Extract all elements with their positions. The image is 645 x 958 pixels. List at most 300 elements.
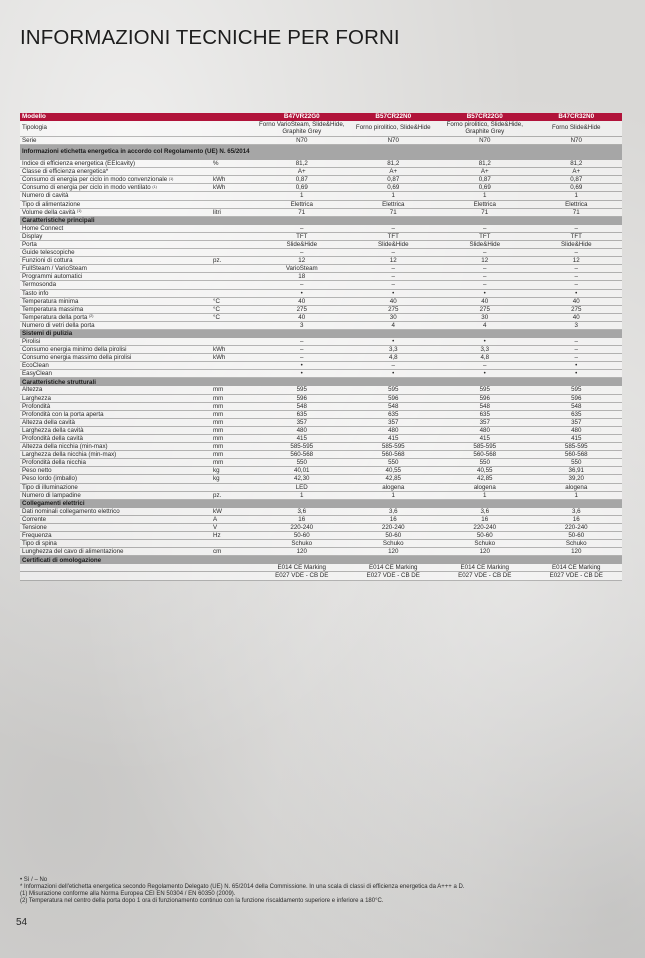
row-label-cell [20,160,211,168]
row-label: Profondità della nicchia [22,459,86,467]
row-label: Consumo di energia per ciclo in modo ventilato [22,184,151,192]
row-value: A+ [531,168,623,176]
row-value: 120 [439,548,531,556]
row-label: Tipo di spina [22,540,57,548]
table-row [20,410,622,418]
table-row [20,338,622,346]
table-row [20,281,622,289]
row-value: TFT [348,232,440,240]
row-value: 415 [439,435,531,443]
table-row [20,362,622,370]
table-row [20,548,622,556]
row-value: 30 [348,313,440,321]
specs-table-wrapper [20,113,622,581]
row-value: 595 [348,386,440,394]
row-label: Serie [22,137,37,144]
row-label-cell [20,459,211,467]
row-label-cell [20,289,211,297]
table-row [20,265,622,273]
row-value: 1 [531,491,623,499]
row-value: – [348,362,440,370]
row-value: 71 [439,208,531,216]
row-label-cell [20,394,211,402]
row-unit: V [211,523,256,531]
row-value: 0,69 [256,184,348,192]
section-title: Collegamenti elettrici [20,499,622,508]
section-header-row [20,499,622,508]
row-value: 220-240 [531,523,623,531]
table-row [20,483,622,491]
row-value: • [439,370,531,378]
row-value: alogena [531,483,623,491]
row-value: • [348,289,440,297]
row-value: 1 [348,192,440,200]
row-value: E027 VDE - CB DE [348,572,440,580]
row-value: A+ [348,168,440,176]
row-label: Frequenza [22,532,52,540]
row-value: 81,2 [348,160,440,168]
row-unit: kWh [211,176,256,184]
row-label-cell [20,362,211,370]
row-label-cell [20,540,211,548]
row-unit: mm [211,451,256,459]
row-label-cell [20,426,211,434]
table-row [20,121,622,137]
table-row [20,160,622,168]
footnote-ref: (1) [77,209,82,214]
row-value: 415 [348,435,440,443]
row-value: – [256,225,348,233]
row-label-cell [20,192,211,200]
row-label-cell [20,121,211,137]
row-unit: mm [211,443,256,451]
row-value: 560-568 [348,451,440,459]
table-row [20,297,622,305]
row-value: 220-240 [348,523,440,531]
row-label-cell [20,313,211,321]
row-value: 16 [439,515,531,523]
row-label-cell [20,265,211,273]
row-unit [211,281,256,289]
row-value: 3 [256,321,348,329]
row-unit: mm [211,386,256,394]
table-row [20,137,622,145]
row-unit: kWh [211,184,256,192]
row-value: 16 [531,515,623,523]
row-value: 4 [348,321,440,329]
row-unit: mm [211,459,256,467]
row-unit: pz. [211,257,256,265]
row-value: • [531,289,623,297]
table-row [20,515,622,523]
row-unit [211,273,256,281]
row-label-cell [20,475,211,483]
row-value: 120 [256,548,348,556]
section-title: Caratteristiche strutturali [20,378,622,387]
row-value: Elettrica [348,200,440,208]
row-value: – [256,281,348,289]
footnotes [20,877,620,905]
table-row [20,273,622,281]
row-label: Numero di vetri della porta [22,321,95,329]
row-value: TFT [531,232,623,240]
table-row [20,459,622,467]
row-label: Funzioni di cottura [22,257,73,265]
section-header-row [20,556,622,565]
row-value: Schuko [256,540,348,548]
row-value: 30 [439,313,531,321]
table-row [20,572,622,580]
row-value: 357 [256,418,348,426]
row-value: – [348,273,440,281]
row-value: E014 CE Marking [439,564,531,572]
row-unit [211,249,256,257]
row-label: Display [22,232,43,240]
row-value: – [348,225,440,233]
row-label-cell [20,483,211,491]
footnote: * Informazioni dell'etichetta energetica secondo Regolamento Delegato (UE) N. 65/2014 della Commissione. In una scala di classi di efficienza energetica da A+++ a D. [20,884,465,890]
row-value: 550 [348,459,440,467]
table-row [20,402,622,410]
row-value: 275 [439,305,531,313]
row-value: • [439,289,531,297]
row-value: 40 [256,313,348,321]
row-label: Home Connect [22,224,64,232]
row-unit: A [211,515,256,523]
row-label: Altezza della nicchia (min-max) [22,443,108,451]
row-value: 220-240 [439,523,531,531]
row-value: 596 [256,394,348,402]
table-row [20,467,622,475]
table-row [20,394,622,402]
row-value: – [439,273,531,281]
row-unit: kWh [211,354,256,362]
row-value: 40,55 [348,467,440,475]
row-label-cell [20,435,211,443]
row-label: Pirolisi [22,337,41,345]
row-label-cell [20,137,211,145]
row-value: Elettrica [531,200,623,208]
section-header-row [20,378,622,387]
row-label-cell [20,443,211,451]
row-value: 120 [531,548,623,556]
table-row [20,208,622,216]
header-label: Modello [20,113,211,121]
row-label: Tipologia [22,124,47,132]
footnote: • Sì / – No [20,877,48,883]
row-value: 480 [348,426,440,434]
row-unit [211,564,256,572]
row-value: – [439,249,531,257]
row-label: Larghezza della nicchia (min-max) [22,451,117,459]
row-value: 635 [531,410,623,418]
row-label: Temperatura massima [22,305,84,313]
section-title: Sistemi di pulizia [20,329,622,338]
row-value: 40,01 [256,467,348,475]
table-row [20,346,622,354]
row-value: – [439,281,531,289]
table-row [20,240,622,248]
table-row [20,491,622,499]
row-value: 0,87 [531,176,623,184]
row-value: Slide&Hide [348,240,440,248]
section-header-row [20,329,622,338]
row-label-cell [20,523,211,531]
row-label-cell [20,346,211,354]
row-label-cell [20,321,211,329]
row-value: 71 [531,208,623,216]
row-value: • [531,362,623,370]
row-value: 3,3 [348,346,440,354]
header-model: B47CR32N0 [531,113,623,121]
footnote-ref: (1) [168,176,174,181]
table-row [20,370,622,378]
table-row [20,192,622,200]
row-label-cell [20,184,211,192]
row-value: 415 [256,435,348,443]
table-row [20,508,622,516]
row-value: Forno Slide&Hide [531,121,623,137]
row-value: 560-568 [256,451,348,459]
row-value: 585-595 [531,443,623,451]
row-unit [211,483,256,491]
page-title: INFORMAZIONI TECNICHE PER FORNI [20,26,400,49]
row-value: 596 [439,394,531,402]
row-label-cell [20,402,211,410]
row-value: – [256,354,348,362]
row-label-cell [20,240,211,248]
table-row [20,232,622,240]
row-unit [211,370,256,378]
table-row [20,564,622,572]
row-value: 357 [531,418,623,426]
table-row [20,451,622,459]
row-label-cell [20,508,211,516]
footnote-ref: (1) [152,184,157,189]
row-value: 595 [256,386,348,394]
row-label-cell [20,451,211,459]
row-value: – [348,281,440,289]
row-unit: mm [211,418,256,426]
header-model: B57CR22N0 [348,113,440,121]
row-value: 120 [348,548,440,556]
footnote: (1) Misurazione conforme alla Norma Europea CEI EN 50304 / EN 60350 (2009). [20,891,236,897]
row-label: Profondità con la porta aperta [22,410,104,418]
row-value: • [348,338,440,346]
table-row [20,305,622,313]
row-label-cell [20,410,211,418]
row-label: Numero di lampadine [22,491,81,499]
row-label: Tipo di alimentazione [22,200,81,208]
row-value: TFT [256,232,348,240]
row-value: – [531,346,623,354]
row-value: 36,91 [531,467,623,475]
row-label-cell [20,491,211,499]
row-value: 550 [531,459,623,467]
row-value: 4,8 [439,354,531,362]
row-label: Consumo energia massimo della pirolisi [22,354,132,362]
row-unit [211,338,256,346]
row-value: 12 [531,257,623,265]
row-value: Forno VarioSteam, Slide&Hide, Graphite Grey [256,121,348,137]
specs-table-body [20,121,622,580]
row-value: 0,87 [439,176,531,184]
row-value: 3 [531,321,623,329]
row-value: Schuko [348,540,440,548]
row-label: EasyClean [22,370,52,378]
row-value: – [531,265,623,273]
table-row [20,426,622,434]
row-value: 0,87 [348,176,440,184]
row-value: Slide&Hide [256,240,348,248]
row-value: 40,55 [439,467,531,475]
row-value: 42,30 [256,475,348,483]
row-unit [211,168,256,176]
row-value: Elettrica [256,200,348,208]
table-row [20,523,622,531]
table-row [20,532,622,540]
section-title: Certificati di omologazione [20,556,622,565]
header-model: B57CR22G0 [439,113,531,121]
row-label: Altezza [22,386,43,394]
row-unit [211,225,256,233]
row-value: 585-595 [256,443,348,451]
row-value: E027 VDE - CB DE [256,572,348,580]
row-value: – [256,346,348,354]
row-label-cell [20,370,211,378]
row-value: 12 [348,257,440,265]
row-label-cell [20,515,211,523]
row-label: Peso lordo (imballo) [22,475,78,483]
row-value: 585-595 [348,443,440,451]
row-unit [211,321,256,329]
row-value: N70 [348,137,440,145]
row-unit [211,200,256,208]
row-value: 0,69 [531,184,623,192]
row-label: Guide telescopiche [22,249,75,257]
row-value: – [256,249,348,257]
section-header-row [20,216,622,225]
row-unit [211,121,256,137]
row-value: 1 [531,192,623,200]
row-label: Profondità [22,402,51,410]
row-value: alogena [439,483,531,491]
row-label: EcoClean [22,362,49,370]
row-value: 548 [348,402,440,410]
row-value: 12 [439,257,531,265]
row-label-cell [20,305,211,313]
row-unit: litri [211,208,256,216]
row-value: 4 [439,321,531,329]
row-unit: mm [211,410,256,418]
row-value: 596 [531,394,623,402]
row-unit: kWh [211,346,256,354]
row-value: • [531,370,623,378]
row-unit: kg [211,475,256,483]
row-label-cell [20,225,211,233]
row-label-cell [20,208,211,216]
row-value: E027 VDE - CB DE [531,572,623,580]
row-label-cell [20,338,211,346]
row-value: – [531,281,623,289]
row-value: 3,3 [439,346,531,354]
row-value: 81,2 [531,160,623,168]
row-value: 635 [256,410,348,418]
row-value: 635 [348,410,440,418]
row-unit: mm [211,394,256,402]
row-value: Forno pirolitico, Slide&Hide, Graphite Grey [439,121,531,137]
header-model: B47VR22G0 [256,113,348,121]
row-value: 42,85 [348,475,440,483]
row-value: alogena [348,483,440,491]
row-value: 3,6 [439,508,531,516]
row-value: 50-60 [348,532,440,540]
row-value: – [531,273,623,281]
row-unit [211,572,256,580]
row-value: E014 CE Marking [531,564,623,572]
row-unit [211,289,256,297]
row-value: 548 [531,402,623,410]
row-value: 415 [531,435,623,443]
row-value: 1 [439,192,531,200]
row-label-cell [20,532,211,540]
row-label: Lunghezza del cavo di alimentazione [22,548,124,556]
row-value: Schuko [439,540,531,548]
row-value: • [256,370,348,378]
row-value: 0,87 [256,176,348,184]
row-value: E014 CE Marking [348,564,440,572]
row-value: – [256,338,348,346]
row-label-cell [20,564,211,572]
section-title: Informazioni etichetta energetica in accordo col Regolamento (UE) N. 65/2014 [20,145,622,161]
row-value: 71 [256,208,348,216]
table-row [20,443,622,451]
row-value: – [439,362,531,370]
row-label: Consumo di energia per ciclo in modo convenzionale [22,176,168,184]
footnote-ref: (2) [89,314,94,319]
row-value: TFT [439,232,531,240]
row-value: – [531,338,623,346]
row-value: E027 VDE - CB DE [439,572,531,580]
row-value: 40 [256,297,348,305]
row-value: 595 [531,386,623,394]
row-value: • [256,362,348,370]
row-value: 71 [348,208,440,216]
row-value: – [531,249,623,257]
table-row [20,289,622,297]
row-value: 480 [531,426,623,434]
row-label-cell [20,273,211,281]
row-label: Programmi automatici [22,273,83,281]
row-label: Classe di efficienza energetica* [22,168,109,176]
row-value: 40 [531,297,623,305]
row-label-cell [20,232,211,240]
row-unit [211,265,256,273]
header-unit [211,113,256,121]
row-value: 1 [348,491,440,499]
row-value: 42,85 [439,475,531,483]
row-value: 1 [439,491,531,499]
row-label: Tipo di illuminazione [22,483,78,491]
row-unit [211,240,256,248]
row-value: 548 [256,402,348,410]
row-unit: °C [211,305,256,313]
row-value: 560-568 [531,451,623,459]
row-unit: cm [211,548,256,556]
row-value: 585-595 [439,443,531,451]
table-row [20,321,622,329]
row-value: 635 [439,410,531,418]
